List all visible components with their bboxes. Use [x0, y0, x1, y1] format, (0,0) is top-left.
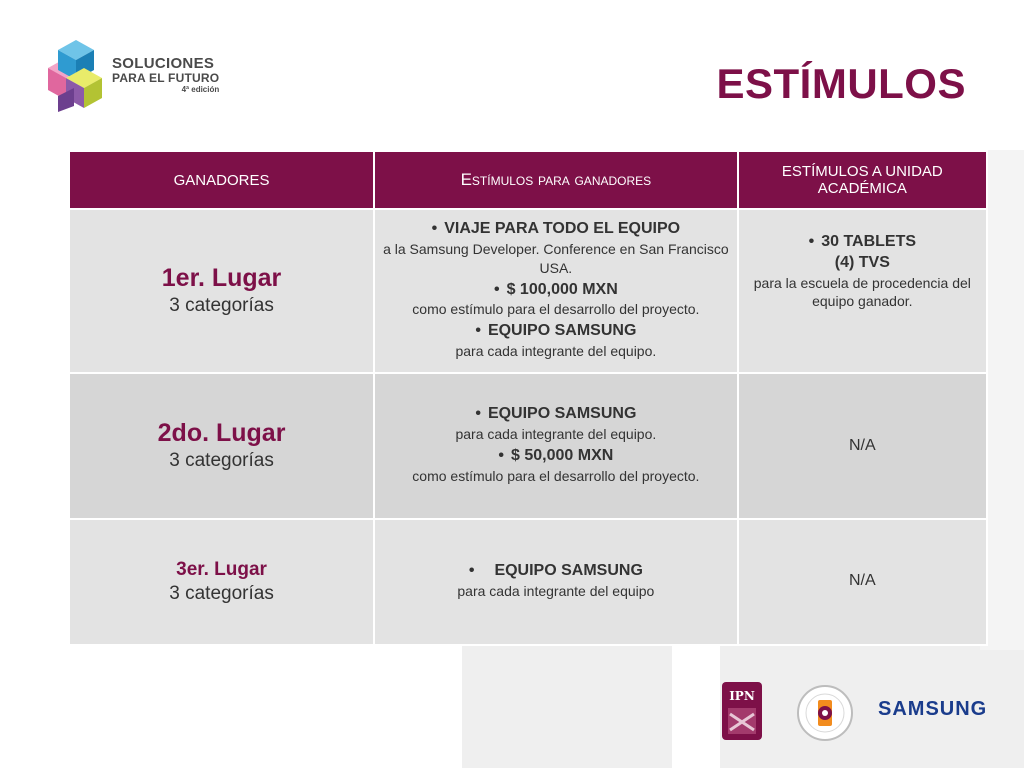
categories-label: 3 categorías: [169, 295, 274, 317]
unit-item-2: (4) TVS: [834, 253, 890, 271]
prize-desc: para cada integrante del equipo: [457, 582, 655, 599]
winner-cell: [69, 373, 374, 519]
prize-desc: para cada integrante del equipo.: [455, 426, 657, 443]
samsung-logo: SAMSUNG: [878, 698, 988, 720]
table-row: [69, 373, 987, 519]
categories-label: 3 categorías: [169, 582, 274, 604]
logo-edition: 4ª edición: [181, 85, 220, 95]
header-winners: GANADORES: [69, 151, 374, 209]
table-row: [69, 209, 987, 373]
unit-cell: [738, 209, 987, 373]
logo-wordmark: [112, 56, 219, 95]
place-label: 1er. Lugar: [161, 264, 282, 293]
prizes-cell: [374, 373, 738, 519]
unit-cell: [738, 519, 987, 645]
logo-line2: PARA EL FUTURO: [112, 70, 220, 85]
prize-item: • EQUIPO SAMSUNG: [376, 404, 736, 425]
ipn-label: IPN: [729, 689, 755, 703]
header-prizes: [374, 151, 738, 209]
table-header-row: [69, 151, 987, 209]
background-shape: [462, 640, 672, 768]
place-label: 2do. Lugar: [157, 419, 286, 448]
unit-na: N/A: [848, 437, 876, 454]
unit-item: • 30 TABLETS: [740, 232, 985, 253]
prizes-cell: [374, 209, 738, 373]
prize-desc: para cada integrante del equipo.: [455, 343, 657, 360]
unit-na: N/A: [848, 572, 876, 589]
prizes-cell: [374, 519, 738, 645]
institute-seal-logo: [796, 684, 854, 742]
prizes-table: [68, 150, 988, 646]
prize-desc: como estímulo para el desarrollo del proyecto.: [412, 467, 700, 484]
header-unit: ESTÍMULOS A UNIDAD ACADÉMICA: [738, 151, 987, 209]
unit-cell: [738, 373, 987, 519]
unit-desc: para la escuela de procedencia del equipo ganador.: [753, 274, 971, 310]
ipn-logo: [720, 680, 764, 742]
logo-line1: SOLUCIONES: [112, 55, 215, 72]
prize-item: • EQUIPO SAMSUNG: [376, 561, 736, 582]
table-row: [69, 519, 987, 645]
winner-cell: [69, 519, 374, 645]
header-prizes-label: Estímulos para ganadores: [460, 170, 652, 189]
page-title: ESTÍMULOS: [716, 60, 966, 107]
winner-cell: [69, 209, 374, 373]
prize-desc: a la Samsung Developer. Conference en San Francisco USA.: [383, 240, 729, 276]
prize-desc: como estímulo para el desarrollo del proyecto.: [412, 301, 700, 318]
prize-item: • EQUIPO SAMSUNG: [376, 321, 736, 342]
place-label: 3er. Lugar: [176, 558, 267, 580]
categories-label: 3 categorías: [169, 450, 274, 472]
prize-item: • VIAJE PARA TODO EL EQUIPO: [376, 219, 736, 240]
prize-item: • $ 100,000 MXN: [376, 280, 736, 301]
prize-item: • $ 50,000 MXN: [376, 446, 736, 467]
